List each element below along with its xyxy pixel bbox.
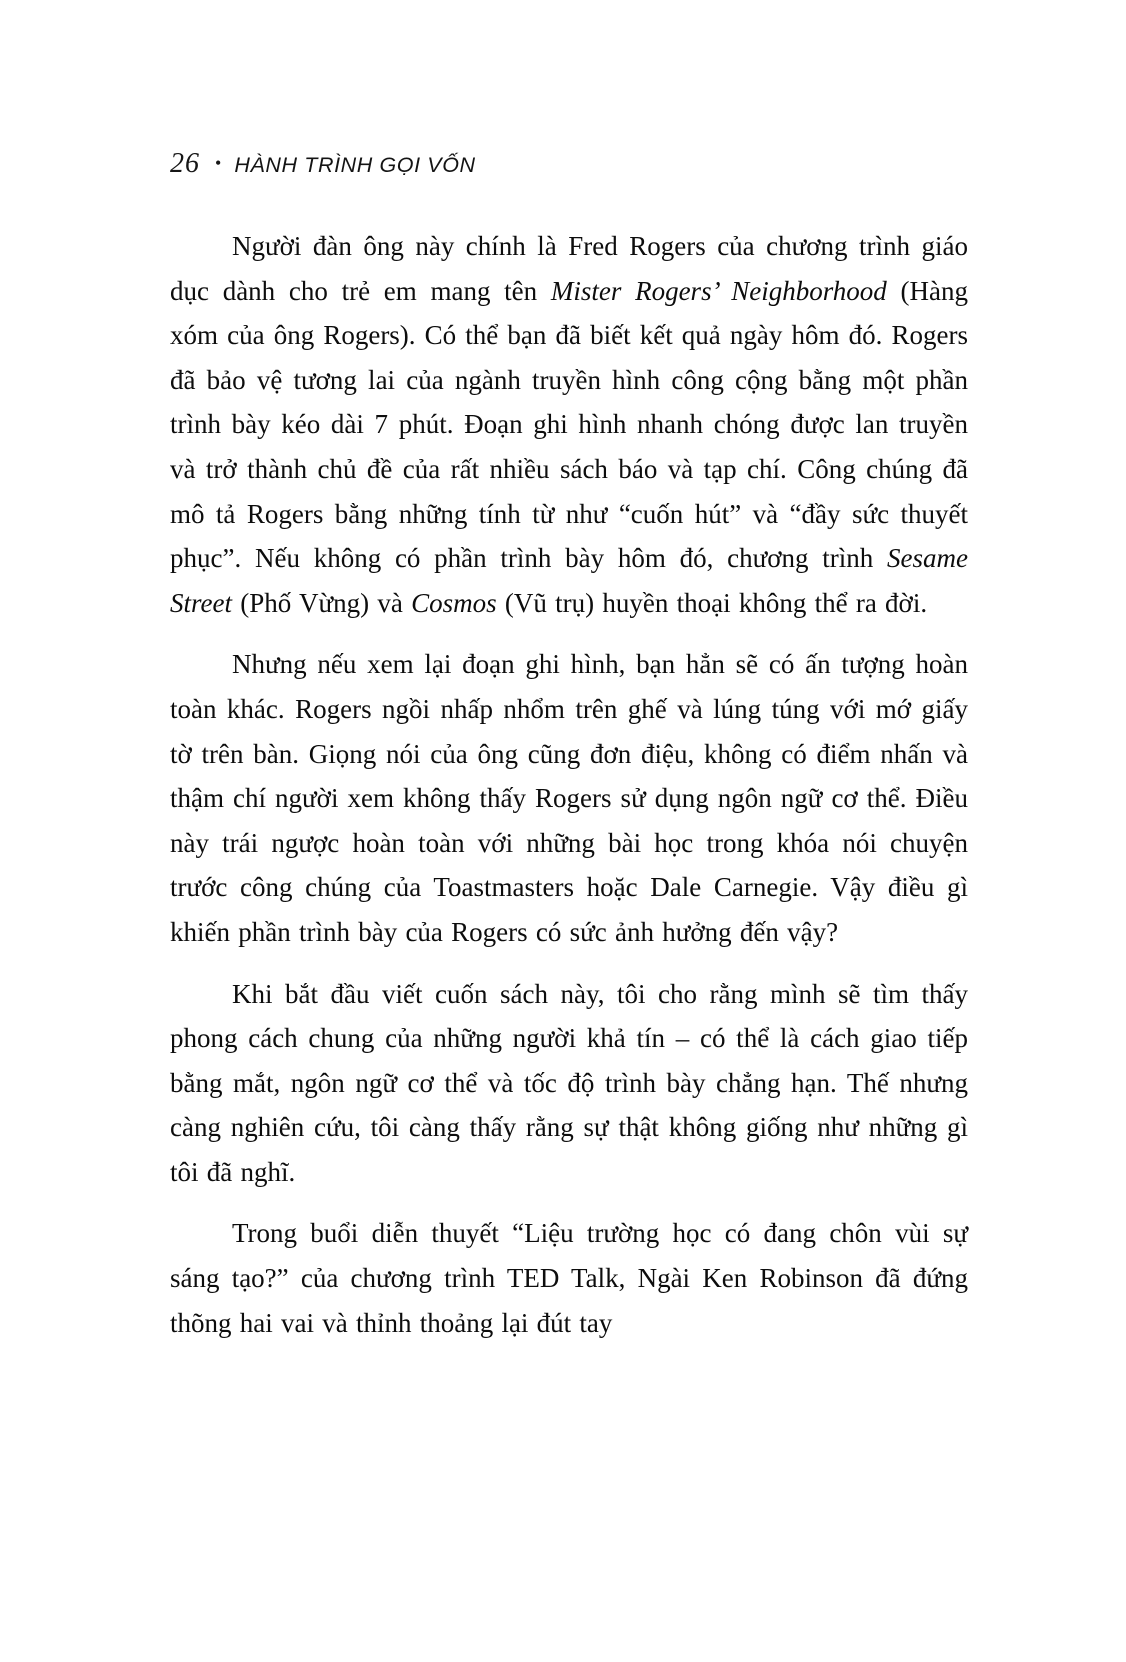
italic-text-run: Cosmos	[411, 587, 497, 618]
paragraph-3	[170, 972, 968, 1195]
paragraph-2	[170, 642, 968, 954]
running-header	[170, 148, 476, 180]
text-run: (Hàng xóm của ông Rogers). Có thể bạn đã biết kết quả ngày hôm đó. Rogers đã bảo vệ tương lai của ngành truyền hình công cộng bằng một phần trình bày kéo dài 7 phút. Đoạn ghi hình nhanh chóng được lan truyền và trở thành chủ đề của rất nhiều sách báo và tạp chí. Công chúng đã mô tả Rogers bằng những tính từ như “cuốn hút” và “đầy sức thuyết phục”. Nếu không có phần trình bày hôm đó, chương trình	[170, 275, 968, 574]
text-run: Trong buổi diễn thuyết “Liệu trường học có đang chôn vùi sự sáng tạo?” của chương trình TED Talk, Ngài Ken Robinson đã đứng thõng hai vai và thỉnh thoảng lại đút tay	[170, 1218, 968, 1338]
italic-text-run: Mister Rogers’ Neighborhood	[550, 275, 887, 306]
text-run: Người đàn ông này chính là Fred Rogers của chương trình giáo dục dành cho trẻ em mang tên	[170, 231, 968, 306]
text-run: (Vũ trụ) huyền thoại không thể ra đời.	[496, 587, 928, 618]
paragraph-4	[170, 1211, 968, 1345]
page-body	[170, 224, 968, 1362]
text-run: (Phố Vừng) và	[231, 587, 412, 618]
text-run: Khi bắt đầu viết cuốn sách này, tôi cho rằng mình sẽ tìm thấy phong cách chung của những người khả tín – có thể là cách giao tiếp bằng mắt, ngôn ngữ cơ thể và tốc độ trình bày chẳng hạn. Thế nhưng càng nghiên cứu, tôi càng thấy rằng sự thật không giống như những gì tôi đã nghĩ.	[170, 978, 968, 1187]
header-separator-dot: •	[215, 153, 222, 173]
paragraph-1	[170, 224, 968, 625]
italic-text-run: Sesame Street	[170, 543, 968, 618]
page-number: 26	[170, 148, 200, 179]
chapter-title: HÀNH TRÌNH GỌI VỐN	[234, 153, 476, 177]
text-run: Nhưng nếu xem lại đoạn ghi hình, bạn hẳn sẽ có ấn tượng hoàn toàn khác. Rogers ngồi nhấp nhổm trên ghế và lúng túng với mớ giấy tờ trên bàn. Giọng nói của ông cũng đơn điệu, không có điểm nhấn và thậm chí người xem không thấy Rogers sử dụng ngôn ngữ cơ thể. Điều này trái ngược hoàn toàn với những bài học trong khóa nói chuyện trước công chúng của Toastmasters hoặc Dale Carnegie. Vậy điều gì khiến phần trình bày của Rogers có sức ảnh hưởng đến vậy?	[170, 649, 968, 947]
